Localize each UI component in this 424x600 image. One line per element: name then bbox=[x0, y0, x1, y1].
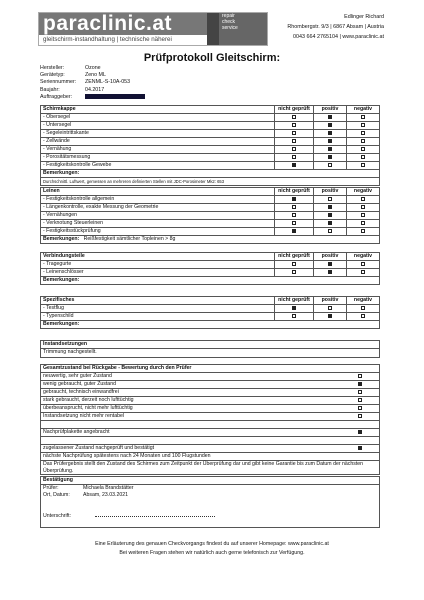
condition-row bbox=[41, 437, 380, 445]
checkbox-checked bbox=[328, 262, 332, 266]
confirmation-section: Bestätigung Prüfer: Michaela Brandstätter Ort, Datum: Absam, 23.03.2021 Unterschrift: bbox=[40, 476, 380, 528]
check-row: - Zellwände bbox=[41, 138, 380, 146]
checkbox-empty bbox=[358, 374, 362, 378]
repairs-section: Instandsetzungen Trimmung nachgestellt. bbox=[40, 340, 380, 358]
checkbox-checked bbox=[328, 147, 332, 151]
device-info bbox=[40, 65, 145, 101]
check-row: - Testflug bbox=[41, 305, 380, 313]
checkbox-checked bbox=[328, 314, 332, 318]
check-row: - Verknotung Steuerleinen bbox=[41, 220, 380, 228]
checkbox-checked bbox=[328, 131, 332, 135]
checkbox-checked bbox=[292, 306, 296, 310]
meta-row: Seriennummer: ZENML-S-10A-053 bbox=[40, 79, 131, 86]
checkbox-checked bbox=[328, 123, 332, 127]
company-logo bbox=[38, 12, 268, 46]
checkbox-checked bbox=[328, 205, 332, 209]
spezifisches-table: Spezifisches nicht geprüft positiv negativ - Testflug - Typenschild Bemerkungen: bbox=[40, 296, 380, 329]
checkbox-checked bbox=[292, 229, 296, 233]
checkbox-empty bbox=[292, 123, 296, 127]
condition-row: wenig gebraucht, guter Zustand bbox=[41, 381, 380, 389]
signature-line bbox=[95, 511, 215, 517]
condition-row: Nachprüfplakette angebracht bbox=[41, 429, 380, 437]
checkbox-empty bbox=[361, 131, 365, 135]
checkbox-checked bbox=[328, 115, 332, 119]
overall-condition-table: Gesamtzustand bei Rückgabe - Bewertung durch den Prüfer neuwertig, sehr guter Zustand wenig gebraucht, guter Zustand gebraucht, technisch einwandfrei stark gebraucht, derzeit noch lufttüchtig überbeansprucht, nicht mehr lufttüchtig Instandsetzung nicht mehr rentabel Nachprüfplakette angebracht zugelassener Zustand nachgeprüft und bestätigt nächste Nachprüfung spätestens nach 24 Monaten und 100 Flugstunden Das Prüfergebnis stellt den Zustand des Schirmes zum Zeitpunkt der Überprüfung dar und gibt keine Garantie bis zum Datum der nächsten Überprüfung. bbox=[40, 364, 380, 475]
checkbox-empty bbox=[292, 131, 296, 135]
checkbox-empty bbox=[361, 155, 365, 159]
checkbox-empty bbox=[361, 115, 365, 119]
section-header: Spezifisches bbox=[41, 297, 275, 305]
check-row: - Vernähungen bbox=[41, 212, 380, 220]
section-header: Leinen bbox=[41, 188, 275, 196]
checkbox-empty bbox=[361, 139, 365, 143]
section-header: Verbindungsteile bbox=[41, 253, 275, 261]
logo-side-text: repair check service bbox=[219, 13, 267, 45]
checkbox-empty bbox=[361, 213, 365, 217]
checkbox-empty bbox=[292, 213, 296, 217]
check-row: - Längenkontrolle, exakte Messung der Geometrie bbox=[41, 204, 380, 212]
condition-row: gebraucht, technisch einwandfrei bbox=[41, 389, 380, 397]
checkbox-empty bbox=[292, 314, 296, 318]
section-header: Schirmkappe bbox=[41, 106, 275, 114]
checkbox-empty bbox=[292, 205, 296, 209]
check-row: - Tragegurte bbox=[41, 261, 380, 269]
check-row: - Leinenschlösser bbox=[41, 269, 380, 277]
checkbox-empty bbox=[328, 229, 332, 233]
checkbox-checked bbox=[328, 213, 332, 217]
condition-row: zugelassener Zustand nachgeprüft und bestätigt bbox=[41, 445, 380, 453]
check-row: - Festigkeitskontrolle Gewebe bbox=[41, 162, 380, 170]
checkbox-empty bbox=[361, 270, 365, 274]
checkbox-checked bbox=[328, 155, 332, 159]
check-row: - Obersegel bbox=[41, 114, 380, 122]
logo-wordmark: paraclinic.at bbox=[43, 12, 173, 35]
document-title: Prüfprotokoll Gleitschirm: bbox=[143, 52, 281, 64]
meta-row: Gerätetyp: Zeno ML bbox=[40, 72, 106, 79]
check-row: - Vernähung bbox=[41, 146, 380, 154]
checkbox-empty bbox=[358, 390, 362, 394]
checkbox-checked bbox=[328, 221, 332, 225]
condition-row: neuwertig, sehr guter Zustand bbox=[41, 373, 380, 381]
meta-row: Auftraggeber: bbox=[40, 94, 145, 101]
check-row: - Festigkeitsstückprüfung bbox=[41, 228, 380, 236]
checkbox-checked bbox=[292, 163, 296, 167]
checkbox-empty bbox=[292, 147, 296, 151]
checkbox-empty bbox=[292, 155, 296, 159]
checkbox-checked bbox=[328, 139, 332, 143]
redacted-client bbox=[85, 94, 145, 99]
condition-row: überbeansprucht, nicht mehr lufttüchtig bbox=[41, 405, 380, 413]
check-row: - Untersegel bbox=[41, 122, 380, 130]
checkbox-checked bbox=[358, 446, 362, 450]
checkbox-empty bbox=[292, 270, 296, 274]
checkbox-empty bbox=[292, 139, 296, 143]
checkbox-checked bbox=[292, 197, 296, 201]
checkbox-empty bbox=[361, 147, 365, 151]
checkbox-empty bbox=[361, 123, 365, 127]
checkbox-empty bbox=[292, 221, 296, 225]
checkbox-checked bbox=[358, 430, 362, 434]
checkbox-empty bbox=[328, 163, 332, 167]
checkbox-empty bbox=[361, 221, 365, 225]
checkbox-empty bbox=[361, 197, 365, 201]
condition-row: stark gebraucht, derzeit noch lufttüchtig bbox=[41, 397, 380, 405]
checkbox-empty bbox=[328, 306, 332, 310]
checkbox-checked bbox=[328, 270, 332, 274]
check-row: - Typenschild bbox=[41, 313, 380, 321]
check-row: - Porositätsmessung bbox=[41, 154, 380, 162]
checkbox-empty bbox=[361, 306, 365, 310]
condition-row bbox=[41, 421, 380, 429]
checkbox-empty bbox=[292, 115, 296, 119]
checkbox-checked bbox=[358, 382, 362, 386]
schirmkappe-table: Schirmkappe nicht geprüft positiv negativ - Obersegel - Untersegel - Segeleintrittskante - Zellwände - Vernähung - Porositätsmessung - Festigkeitskontrolle Gewebe Bemerkungen: Durchschnittl. Luftwert, gemessen an mehreren definierten Stellen mit JDC-Porosimeter Mk2: 653 bbox=[40, 105, 380, 186]
checkbox-empty bbox=[358, 414, 362, 418]
meta-row: Baujahr: 04.2017 bbox=[40, 86, 105, 93]
footer-note: Eine Erläuterung des genauen Checkvorgangs findest du auf unserer Homepage: www.paraclinic.at Bei weiteren Fragen stehen wir natürlich auch gerne telefonisch zur Verfügung. bbox=[95, 541, 329, 556]
leinen-table: Leinen nicht geprüft positiv negativ - Festigkeitskontrolle allgemein - Längenkontrolle, exakte Messung der Geometrie - Vernähungen - Verknotung Steuerleinen - Festigkeitsstückprüfung Bemerkungen: Reißfestigkeit sämtlicher Topleinen > 8g bbox=[40, 187, 380, 244]
checkbox-empty bbox=[328, 197, 332, 201]
meta-row: Hersteller: Ozone bbox=[40, 65, 101, 71]
check-row: - Festigkeitskontrolle allgemein bbox=[41, 196, 380, 204]
checkbox-empty bbox=[358, 406, 362, 410]
condition-row: Instandsetzung nicht mehr rentabel bbox=[41, 413, 380, 421]
checkbox-empty bbox=[361, 163, 365, 167]
checkbox-empty bbox=[358, 398, 362, 402]
checkbox-empty bbox=[292, 262, 296, 266]
check-row: - Segeleintrittskante bbox=[41, 130, 380, 138]
checkbox-empty bbox=[361, 229, 365, 233]
checkbox-empty bbox=[361, 314, 365, 318]
checkbox-empty bbox=[361, 262, 365, 266]
logo-tagline: gleitschirm-instandhaltung | technische näherei bbox=[43, 36, 172, 43]
verbindung-table: Verbindungsteile nicht geprüft positiv negativ - Tragegurte - Leinenschlösser Bemerkungen: bbox=[40, 252, 380, 285]
company-address: Edlinger Richard Rhombergstr. 9/3 | 6867 Absam | Austria 0043 664 2765104 | www.paraclinic.at bbox=[287, 14, 384, 40]
checkbox-empty bbox=[361, 205, 365, 209]
